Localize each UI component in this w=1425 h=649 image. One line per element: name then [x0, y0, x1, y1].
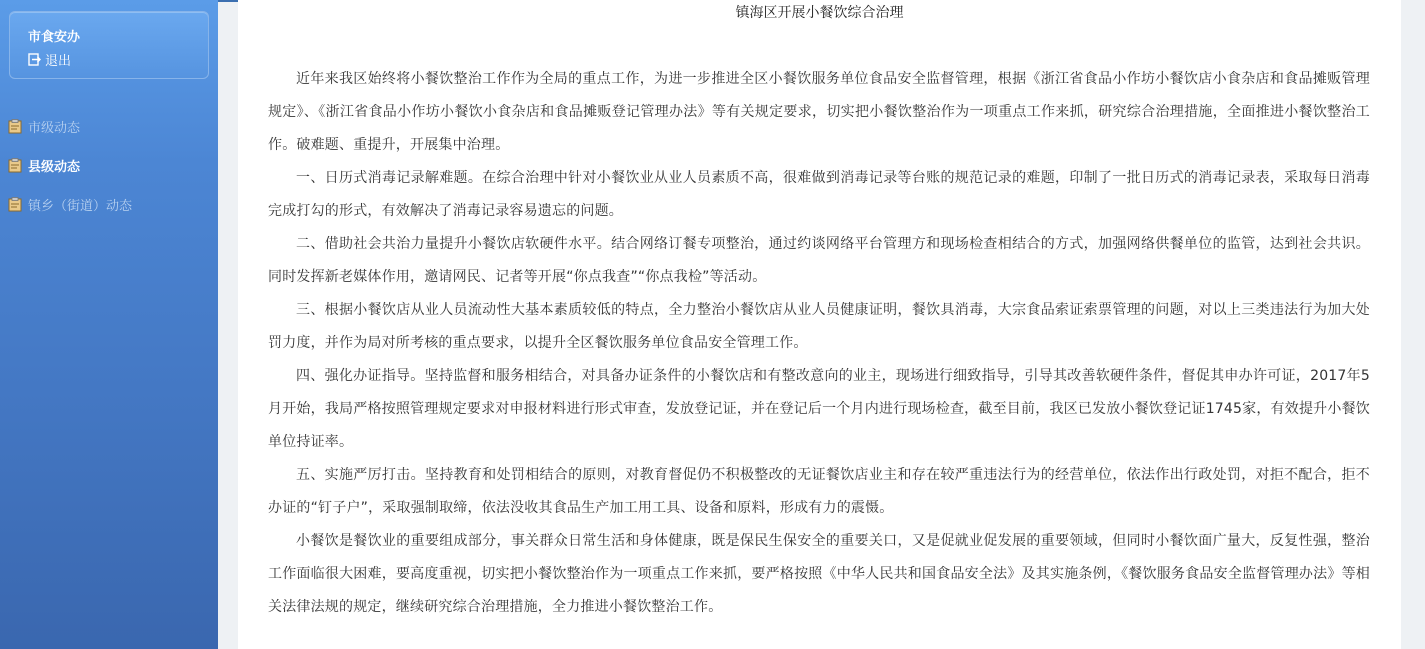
article-paragraph: 小餐饮是餐饮业的重要组成部分，事关群众日常生活和身体健康，既是保民生保安全的重要关口，又是促就业促发展的重要领域，但同时小餐饮面广量大，反复性强，整治工作面临很大困难，要高度重视，切实把小餐饮整治作为一项重点工作来抓，要严格按照《中华人民共和国食品安全法》及其实施条例，《餐饮服务食品安全监督管理办法》等相关法律法规的规定，继续研究综合治理措施，全力推进小餐饮整治工作。 — [268, 533, 1370, 615]
article-paragraph: 五、实施严厉打击。坚持教育和处罚相结合的原则，对教育督促仍不积极整改的无证餐饮店业主和存在较严重违法行为的经营单位，依法作出行政处罚，对拒不配合，拒不办证的“钉子户”，采取强制取缔，依法没收其食品生产加工用工具、设备和原料，形成有力的震慑。 — [268, 467, 1370, 516]
sidebar-item-city-news[interactable] — [0, 107, 218, 146]
user-name: 市食安办 — [28, 30, 81, 45]
sidebar — [0, 0, 218, 649]
sidebar-item-town-news[interactable] — [0, 185, 218, 224]
logout-icon — [28, 53, 41, 66]
article-paragraph: 一、日历式消毒记录解难题。在综合治理中针对小餐饮业从业人员素质不高，很难做到消毒记录等台账的规范记录的难题，印制了一批日历式的消毒记录表，采取每日消毒完成打勾的形式，有效解决了消毒记录容易遗忘的问题。 — [268, 170, 1370, 219]
logout-label: 退出 — [45, 54, 72, 69]
sidebar-item-county-news[interactable] — [0, 146, 218, 185]
clipboard-icon — [8, 119, 22, 134]
article-title: 镇海区开展小餐饮综合治理 — [735, 5, 904, 21]
article-body — [268, 63, 1370, 624]
clipboard-icon — [8, 158, 22, 173]
sidebar-item-label: 镇乡（街道）动态 — [28, 199, 133, 214]
article-paragraph: 二、借助社会共治力量提升小餐饮店软硬件水平。结合网络订餐专项整治，通过约谈网络平台管理方和现场检查相结合的方式，加强网络供餐单位的监管，达到社会共识。同时发挥新老媒体作用，邀请网民、记者等开展“你点我查”“你点我检”等活动。 — [268, 236, 1370, 285]
right-gutter — [1401, 0, 1425, 649]
article-paragraph: 三、根据小餐饮店从业人员流动性大基本素质较低的特点，全力整治小餐饮店从业人员健康证明，餐饮具消毒，大宗食品索证索票管理的问题，对以上三类违法行为加大处罚力度，并作为局对所考核的重点要求，以提升全区餐饮服务单位食品安全管理工作。 — [268, 302, 1370, 351]
article-panel — [238, 0, 1401, 649]
article-paragraph: 四、强化办证指导。坚持监督和服务相结合，对具备办证条件的小餐饮店和有整改意向的业主，现场进行细致指导，引导其改善软硬件条件，督促其申办许可证，2017年5月开始，我局严格按照管理规定要求对申报材料进行形式审查，发放登记证，并在登记后一个月内进行现场检查，截至目前，我区已发放小餐饮登记证1745家，有效提升小餐饮单位持证率。 — [268, 368, 1370, 450]
article-paragraph: 近年来我区始终将小餐饮整治工作作为全局的重点工作，为进一步推进全区小餐饮服务单位食品安全监督管理，根据《浙江省食品小作坊小餐饮店小食杂店和食品摊贩管理规定》、《浙江省食品小作坊小餐饮小食杂店和食品摊贩登记管理办法》等有关规定要求，切实把小餐饮整治作为一项重点工作来抓，研究综合治理措施，全面推进小餐饮整治工作。破难题、重提升，开展集中治理。 — [268, 71, 1370, 153]
sidebar-nav — [0, 107, 218, 224]
user-panel — [9, 11, 209, 79]
sidebar-item-label: 县级动态 — [28, 160, 81, 175]
sidebar-item-label: 市级动态 — [28, 121, 81, 136]
logout-button[interactable] — [28, 50, 71, 69]
clipboard-icon — [8, 197, 22, 212]
